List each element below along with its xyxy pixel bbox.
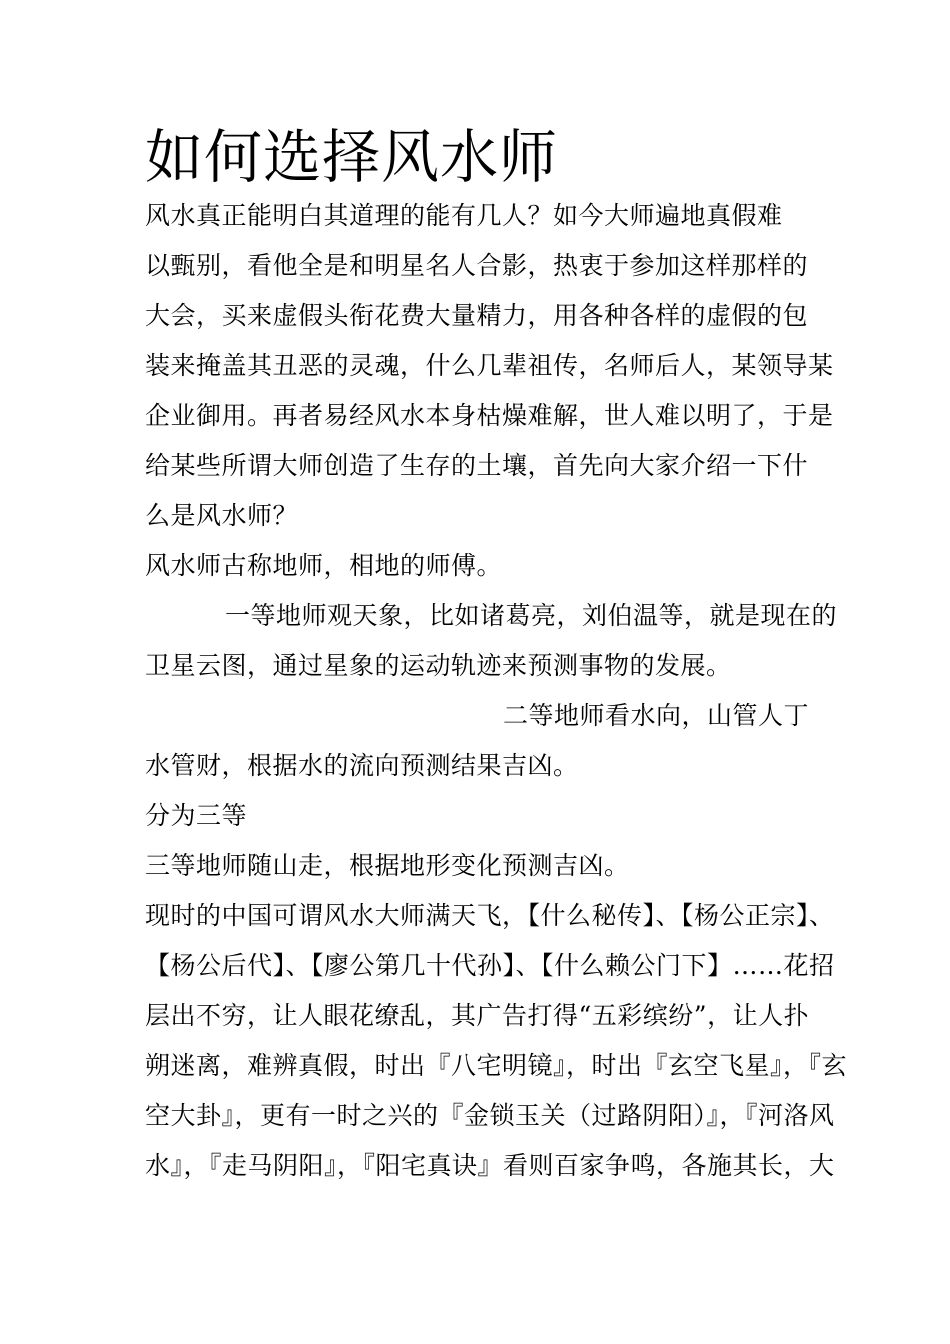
paragraph-line: 现时的中国可谓风水大师满天飞，【什么秘传】、【杨公正宗】、 <box>145 901 835 930</box>
paragraph-line: 风水真正能明白其道理的能有几人？如今大师遍地真假难 <box>145 201 783 230</box>
paragraph-line: 层出不穷，让人眼花缭乱，其广告打得“五彩缤纷”，让人扑 <box>145 1001 810 1030</box>
paragraph-line-indented: 二等地师看水向，山管人丁 <box>503 701 810 730</box>
paragraph-line-indented: 一等地师观天象，比如诸葛亮，刘伯温等，就是现在的 <box>225 601 838 630</box>
paragraph-line: 空大卦』，更有一时之兴的『金锁玉关（过路阴阳）』，『河洛风 <box>145 1101 835 1130</box>
paragraph-line: 大会，买来虚假头衔花费大量精力，用各种各样的虚假的包 <box>145 301 809 330</box>
paragraph-line: 水管财，根据水的流向预测结果吉凶。 <box>145 751 579 780</box>
paragraph-line: 以甄别，看他全是和明星名人合影，热衷于参加这样那样的 <box>145 251 809 280</box>
paragraph-line: 企业御用。再者易经风水本身枯燥难解，世人难以明了，于是 <box>145 401 834 430</box>
paragraph-line: 水』，『走马阴阳』，『阳宅真诀』看则百家争鸣，各施其长，大 <box>145 1151 835 1180</box>
paragraph-line: 装来掩盖其丑恶的灵魂，什么几辈祖传，名师后人，某领导某 <box>145 351 834 380</box>
paragraph-line: 给某些所谓大师创造了生存的土壤，首先向大家介绍一下什 <box>145 451 809 480</box>
paragraph-line: 朔迷离，难辨真假，时出『八宅明镜』，时出『玄空飞星』，『玄 <box>145 1051 848 1080</box>
paragraph-line: 三等地师随山走，根据地形变化预测吉凶。 <box>145 851 630 880</box>
document-title: 如何选择风水师 <box>145 123 559 191</box>
paragraph-line: 么是风水师？ <box>145 501 299 530</box>
paragraph-line: 【杨公后代】、【廖公第几十代孙】、【什么赖公门下】……花招 <box>145 951 835 980</box>
paragraph-line: 风水师古称地师，相地的师傅。 <box>145 551 503 580</box>
paragraph-line: 卫星云图，通过星象的运动轨迹来预测事物的发展。 <box>145 651 732 680</box>
paragraph-line: 分为三等 <box>145 801 248 830</box>
